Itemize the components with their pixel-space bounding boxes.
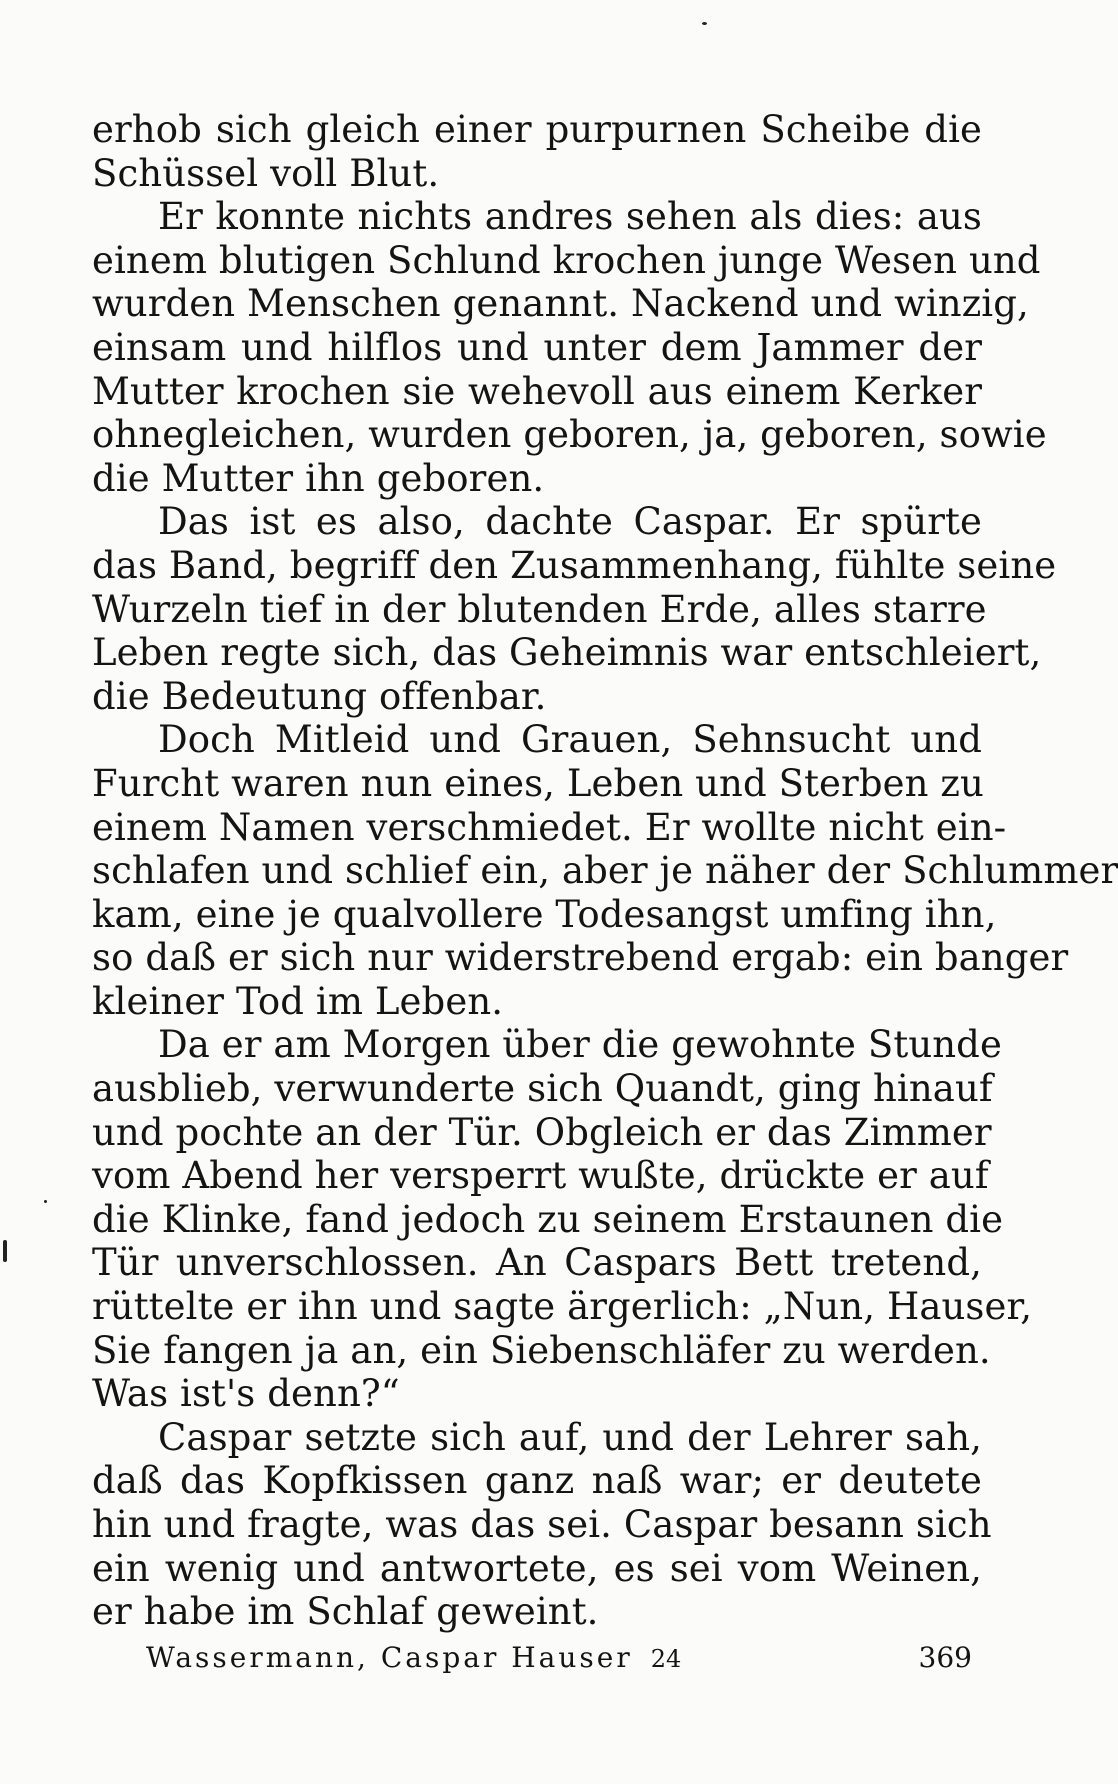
text-line: er habe im Schlaf geweint.	[92, 1590, 599, 1634]
text-line: Das ist es also, dachte Caspar. Er spürte	[158, 500, 982, 544]
text-line: und pochte an der Tür. Obgleich er das Zimmer	[92, 1110, 992, 1154]
text-line: das Band, begriff den Zusammenhang, fühlte seine	[92, 543, 1057, 587]
text-line: Wurzeln tief in der blutenden Erde, alles starre	[92, 587, 987, 631]
text-line: Schüssel voll Blut.	[92, 151, 440, 195]
text-line: die Klinke, fand jedoch zu seinem Erstaunen die	[92, 1197, 1004, 1241]
signature-number: 24	[650, 1645, 682, 1673]
text-line: erhob sich gleich einer purpurnen Scheibe die	[92, 108, 982, 151]
print-speck	[702, 22, 707, 25]
body-text	[92, 108, 1118, 1634]
text-line: ein wenig und antwortete, es sei vom Weinen,	[92, 1546, 982, 1590]
text-line: schlafen und schlief ein, aber je näher der Schlummer	[92, 849, 1118, 893]
text-line: einem Namen verschmiedet. Er wollte nicht ein-	[92, 805, 1007, 849]
text-line: Sie fangen ja an, ein Siebenschläfer zu werden.	[92, 1328, 991, 1372]
text-line: Caspar setzte sich auf, und der Lehrer sah,	[158, 1415, 982, 1459]
text-line: Doch Mitleid und Grauen, Sehnsucht und	[158, 718, 982, 762]
text-line: so daß er sich nur widerstrebend ergab: ein banger	[92, 936, 1069, 980]
text-line: Mutter krochen sie wehevoll aus einem Kerker	[92, 369, 982, 413]
printer-signature: Wassermann, Caspar Hauser	[146, 1641, 633, 1674]
text-line: daß das Kopfkissen ganz naß war; er deutete	[92, 1459, 982, 1503]
text-line: kam, eine je qualvollere Todesangst umfing ihn,	[92, 892, 997, 936]
text-line: Furcht waren nun eines, Leben und Sterben zu	[92, 761, 984, 805]
text-line: vom Abend her versperrt wußte, drückte er auf	[92, 1154, 989, 1198]
page-footer	[146, 1641, 972, 1674]
print-speck	[3, 1240, 7, 1262]
text-line: kleiner Tod im Leben.	[92, 979, 504, 1023]
text-line: die Mutter ihn geboren.	[92, 456, 545, 500]
text-line: Leben regte sich, das Geheimnis war entschleiert,	[92, 631, 1042, 675]
page-number: 369	[918, 1641, 972, 1674]
text-line: die Bedeutung offenbar.	[92, 674, 547, 718]
text-line: einem blutigen Schlund krochen junge Wesen und	[92, 238, 1041, 282]
text-line: einsam und hilflos und unter dem Jammer der	[92, 325, 982, 369]
text-line: Da er am Morgen über die gewohnte Stunde	[158, 1023, 1002, 1067]
text-line: hin und fragte, was das sei. Caspar besann sich	[92, 1503, 992, 1546]
text-line: wurden Menschen genannt. Nackend und winzig,	[92, 282, 1029, 326]
print-speck	[44, 1200, 47, 1203]
text-line: Er konnte nichts andres sehen als dies: aus	[158, 195, 982, 239]
text-line: ausblieb, verwunderte sich Quandt, ging hinauf	[92, 1067, 993, 1111]
text-line: Tür unverschlossen. An Caspars Bett tretend,	[92, 1241, 982, 1285]
text-line: rüttelte er ihn und sagte ärgerlich: „Nun, Hauser,	[92, 1285, 1033, 1329]
text-line: Was ist's denn?“	[92, 1372, 400, 1416]
text-line: ohnegleichen, wurden geboren, ja, geboren, sowie	[92, 413, 1047, 457]
